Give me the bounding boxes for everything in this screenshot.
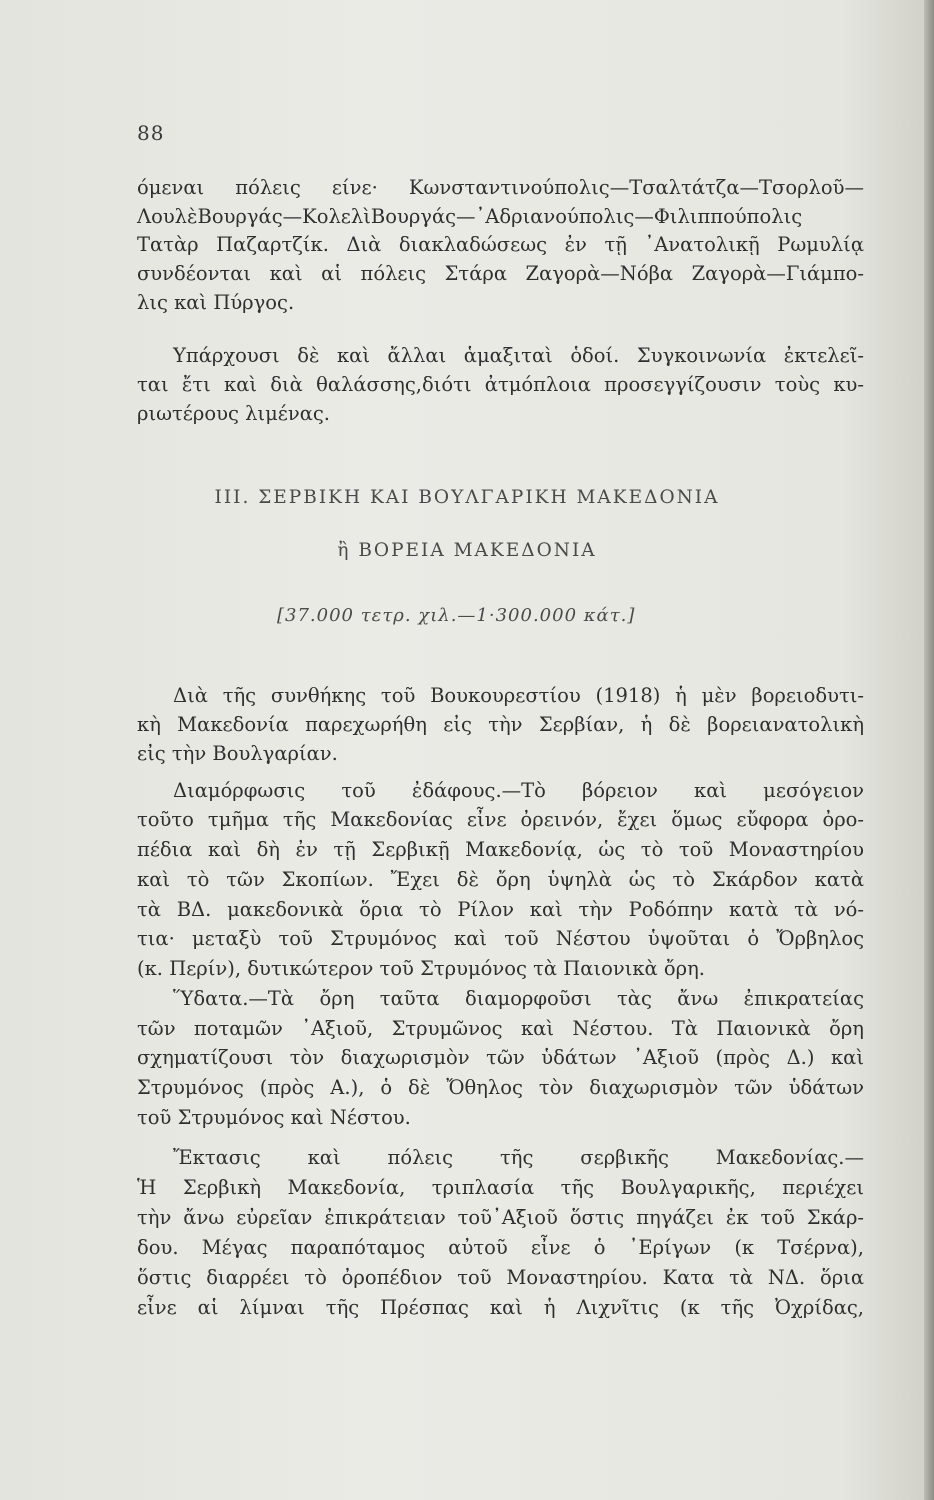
text-line: συνδέονται καὶ αἱ πόλεις Στάρα Ζαγορὰ—Νόβα Ζαγορὰ—Γιάμπο- <box>137 262 864 285</box>
area-population-note: [37.000 τετρ. χιλ.—1·300.000 κάτ.] <box>277 605 636 626</box>
text-line: Ἡ Σερβικὴ Μακεδονία, τριπλασία τῆς Βουλγαρικῆς, περιέχει <box>137 1176 864 1199</box>
text-line: Ὕδατα.—Τὰ ὄρη ταῦτα διαμορφοῦσι τὰς ἄνω ἐπικρατείας <box>173 987 864 1010</box>
text-line: δου. Μέγας παραπόταμος αὐτοῦ εἶνε ὁ ᾿Ερίγων (κ Τσέρνα), <box>137 1236 864 1259</box>
text-line: ὅστις διαρρέει τὸ ὀροπέδιον τοῦ Μοναστηρίου. Κατα τὰ ΝΔ. ὅρια <box>137 1266 864 1289</box>
text-line: κὴ Μακεδονία παρεχωρήθη εἰς τὴν Σερβίαν, ἡ δὲ βορειανατολικὴ <box>137 713 864 736</box>
text-line: τὴν ἄνω εὐρεῖαν ἐπικράτειαν τοῦ᾿Αξιοῦ ὅστις πηγάζει ἐκ τοῦ Σκάρ- <box>137 1206 864 1229</box>
text-line: (κ. Περίν), δυτικώτερον τοῦ Στρυμόνος τὰ Παιονικὰ ὄρη. <box>137 957 705 980</box>
text-line: τια· μεταξὺ τοῦ Στρυμόνος καὶ τοῦ Νέστου ὑψοῦται ὁ Ὄρβηλος <box>137 927 864 950</box>
text-line: τὰ ΒΔ. μακεδονικὰ ὅρια τὸ Ρίλον καὶ τὴν Ροδόπην κατὰ τὰ νό- <box>137 898 864 921</box>
page-edge <box>924 0 934 1500</box>
text-line: Διὰ τῆς συνθήκης τοῦ Βουκουρεστίου (1918) ἡ μὲν βορειοδυτι- <box>173 684 864 707</box>
text-line: εἶνε αἱ λίμναι τῆς Πρέσπας καὶ ἡ Λιχνῖτις (κ τῆς Ὀχρίδας, <box>137 1296 864 1319</box>
section-subheading: ἢ ΒΟΡΕΙΑ ΜΑΚΕΔΟΝΙΑ <box>337 540 597 561</box>
section-heading: III. ΣΕΡΒΙΚΗ ΚΑΙ ΒΟΥΛΓΑΡΙΚΗ ΜΑΚΕΔΟΝΙΑ <box>214 487 720 508</box>
text-line: Στρυμόνος (πρὸς Α.), ὁ δὲ Ὄθηλος τὸν διαχωρισμὸν τῶν ὑδάτων <box>137 1076 864 1099</box>
text-line: ριωτέρους λιμένας. <box>137 402 331 425</box>
text-line: Διαμόρφωσις τοῦ ἐδάφους.—Τὸ βόρειον καὶ μεσόγειον <box>173 779 864 802</box>
text-line: όμεναι πόλεις είνε· Κωνσταντινούπολις—Τσαλτάτζα—Τσορλοῦ— <box>137 176 864 199</box>
page-number: 88 <box>137 121 165 145</box>
text-line: τοῦ Στρυμόνος καὶ Νέστου. <box>137 1106 411 1129</box>
text-line: εἰς τὴν Βουλγαρίαν. <box>137 742 338 765</box>
text-line: ται ἔτι καὶ διὰ θαλάσσης,διότι ἀτμόπλοια προσεγγίζουσιν τοὺς κυ- <box>137 373 864 396</box>
text-line: καὶ τὸ τῶν Σκοπίων. Ἔχει δὲ ὄρη ὑψηλὰ ὡς τὸ Σκάρδον κατὰ <box>137 868 864 891</box>
text-line: σχηματίζουσι τὸν διαχωρισμὸν τῶν ὑδάτων ᾿Αξιοῦ (πρὸς Δ.) καὶ <box>137 1046 864 1069</box>
text-line: τοῦτο τμῆμα τῆς Μακεδονίας εἶνε ὀρεινόν, ἔχει ὅμως εὔφορα ὀρο- <box>137 808 864 831</box>
text-line: ΛουλὲΒουργάς—ΚολελὶΒουργάς—᾿Αδριανούπολις—Φιλιππούπολις <box>137 205 803 228</box>
text-line: Υπάρχουσι δὲ καὶ ἄλλαι ἁμαξιταὶ ὁδοί. Συγκοινωνία ἐκτελεῖ- <box>173 344 864 367</box>
text-line: τῶν ποταμῶν ᾿Αξιοῦ, Στρυμῶνος καὶ Νέστου. Τὰ Παιονικὰ ὄρη <box>137 1017 864 1040</box>
text-line: Τατὰρ Παζαρτζίκ. Διὰ διακλαδώσεως ἐν τῇ ᾿Ανατολικῇ Ρωμυλίᾳ <box>137 233 864 256</box>
text-line: λις καὶ Πύργος. <box>137 291 295 314</box>
text-line: Ἔκτασις καὶ πόλεις τῆς σερβικῆς Μακεδονίας.— <box>173 1146 864 1169</box>
text-line: πέδια καὶ δὴ ἐν τῇ Σερβικῇ Μακεδονίᾳ, ὡς τὸ τοῦ Μοναστηρίου <box>137 838 864 861</box>
